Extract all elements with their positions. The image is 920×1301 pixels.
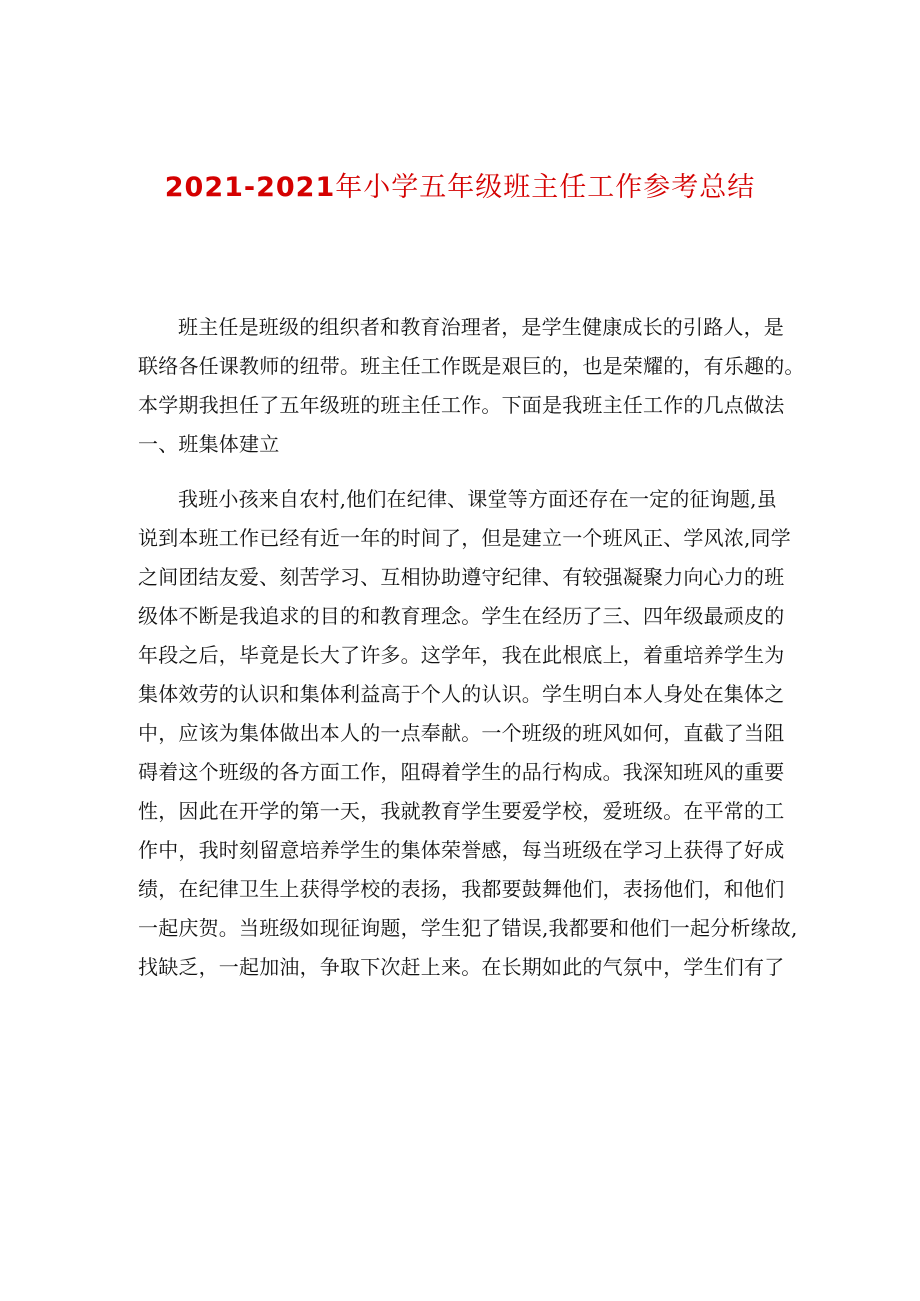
document-body: [138, 308, 805, 987]
paragraph-line: 性，因此在开学的第一天，我就教育学生要爱学校，爱班级。在平常的工: [138, 799, 785, 823]
paragraph-line: 年段之后，毕竟是长大了许多。这学年，我在此根底上，着重培养学生为: [138, 643, 785, 667]
paragraph-line: 说到本班工作已经有近一年的时间了，但是建立一个班风正、学风浓,同学: [138, 526, 791, 550]
paragraph-line: 绩，在纪律卫生上获得学校的表扬，我都要鼓舞他们，表扬他们，和他们: [138, 877, 785, 901]
paragraph-line: 中，应该为集体做出本人的一点奉献。一个班级的班风如何，直截了当阻: [138, 721, 785, 745]
paragraph-line: 碍着这个班级的各方面工作，阻碍着学生的品行构成。我深知班风的重要: [138, 760, 785, 784]
paragraph-line: 集体效劳的认识和集体利益高于个人的认识。学生明白本人身处在集体之: [138, 682, 785, 706]
paragraph-line: 作中，我时刻留意培养学生的集体荣誉感，每当班级在学习上获得了好成: [138, 838, 785, 862]
paragraph-line: 级体不断是我追求的目的和教育理念。学生在经历了三、四年级最顽皮的: [138, 604, 785, 628]
paragraph-line: 之间团结友爱、刻苦学习、互相协助遵守纪律、有较强凝聚力向心力的班: [138, 565, 785, 589]
title-year: 2021-2021: [164, 172, 336, 203]
paragraph-line: 本学期我担任了五年级班的班主任工作。下面是我班主任工作的几点做法: [138, 393, 785, 417]
paragraph-line: 一起庆贺。当班级如现征询题，学生犯了错误,我都要和他们一起分析缘故,: [138, 916, 798, 940]
paragraph-line: 找缺乏，一起加油，争取下次赶上来。在长期如此的气氛中，学生们有了: [138, 955, 785, 979]
title-text: 年小学五年级班主任工作参考总结: [335, 172, 756, 203]
paragraph-gap: [138, 464, 788, 480]
paragraph-line: 我班小孩来自农村,他们在纪律、课堂等方面还存在一定的征询题,虽: [178, 487, 777, 511]
document-title: [0, 166, 920, 210]
paragraph-line: 联络各任课教师的纽带。班主任工作既是艰巨的，也是荣耀的，有乐趣的。: [138, 354, 805, 378]
paragraph-line: 班主任是班级的组织者和教育治理者，是学生健康成长的引路人，是: [178, 315, 784, 339]
section-heading: 一、班集体建立: [138, 432, 280, 456]
